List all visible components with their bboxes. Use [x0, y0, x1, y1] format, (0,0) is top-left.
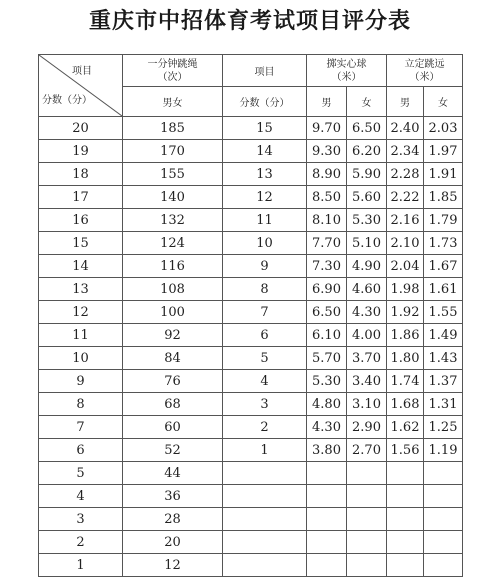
- table-row: [39, 278, 463, 301]
- score2-header-cell: 分数（分）: [223, 87, 307, 117]
- ball-female-cell: [347, 531, 387, 554]
- ball-header-unit: （米）: [331, 71, 362, 83]
- jump-female-header: 女: [424, 87, 463, 117]
- table-row: [39, 209, 463, 232]
- jump-male-cell: 1.74: [387, 370, 424, 393]
- score2-cell: 6: [223, 324, 307, 347]
- ball-header-cell: [307, 55, 387, 87]
- ball-male-cell: 7.30: [307, 255, 347, 278]
- ball-male-cell: [307, 554, 347, 577]
- jump-female-cell: 1.97: [424, 140, 463, 163]
- page-title: 重庆市中招体育考试项目评分表: [88, 9, 411, 34]
- ball-male-cell: 9.70: [307, 117, 347, 140]
- rope-header-label: 一分钟跳绳: [147, 58, 198, 70]
- jump-female-cell: 1.43: [424, 347, 463, 370]
- score-cell: 18: [39, 163, 123, 186]
- table-row: [39, 531, 463, 554]
- ball-female-cell: 5.30: [347, 209, 387, 232]
- score2-cell: [223, 508, 307, 531]
- ball-female-cell: 3.70: [347, 347, 387, 370]
- ball-male-cell: 4.30: [307, 416, 347, 439]
- rope-gender-cell: 男女: [123, 87, 223, 117]
- jump-female-cell: 1.79: [424, 209, 463, 232]
- score2-cell: 5: [223, 347, 307, 370]
- rope-count-cell: 76: [123, 370, 223, 393]
- ball-male-cell: 8.10: [307, 209, 347, 232]
- score2-cell: [223, 462, 307, 485]
- score2-cell: 9: [223, 255, 307, 278]
- ball-male-cell: 6.90: [307, 278, 347, 301]
- ball-female-cell: 4.60: [347, 278, 387, 301]
- jump-male-cell: 1.92: [387, 301, 424, 324]
- jump-header-cell: [387, 55, 463, 87]
- score-cell: 1: [39, 554, 123, 577]
- table-row: [39, 439, 463, 462]
- rope-header-unit: （次）: [157, 71, 188, 83]
- score-cell: 19: [39, 140, 123, 163]
- jump-male-cell: 1.56: [387, 439, 424, 462]
- score2-cell: 4: [223, 370, 307, 393]
- table-row: [39, 324, 463, 347]
- jump-female-cell: [424, 554, 463, 577]
- score-cell: 5: [39, 462, 123, 485]
- ball-male-cell: 5.30: [307, 370, 347, 393]
- ball-header-label: 掷实心球: [326, 58, 367, 70]
- jump-male-cell: [387, 554, 424, 577]
- score-cell: 13: [39, 278, 123, 301]
- ball-female-cell: 2.70: [347, 439, 387, 462]
- jump-male-cell: 2.16: [387, 209, 424, 232]
- ball-male-cell: 5.70: [307, 347, 347, 370]
- ball-male-cell: 4.80: [307, 393, 347, 416]
- jump-male-cell: [387, 531, 424, 554]
- rope-count-cell: 20: [123, 531, 223, 554]
- score2-cell: 12: [223, 186, 307, 209]
- ball-female-cell: 4.90: [347, 255, 387, 278]
- jump-female-cell: 1.85: [424, 186, 463, 209]
- table-row: [39, 485, 463, 508]
- score-cell: 10: [39, 347, 123, 370]
- ball-male-cell: [307, 508, 347, 531]
- rope-count-cell: 170: [123, 140, 223, 163]
- ball-male-cell: 8.90: [307, 163, 347, 186]
- corner-item-label: 项目: [72, 66, 92, 77]
- score-cell: 12: [39, 301, 123, 324]
- item2-header-cell: 项目: [223, 55, 307, 87]
- ball-female-cell: 2.90: [347, 416, 387, 439]
- jump-male-cell: 1.98: [387, 278, 424, 301]
- rope-count-cell: 185: [123, 117, 223, 140]
- ball-male-header: 男: [307, 87, 347, 117]
- rope-count-cell: 28: [123, 508, 223, 531]
- rope-count-cell: 132: [123, 209, 223, 232]
- ball-male-cell: 6.10: [307, 324, 347, 347]
- table-row: [39, 393, 463, 416]
- rope-header-cell: [123, 55, 223, 87]
- jump-header-label: 立定跳远: [404, 58, 445, 70]
- jump-header-unit: （米）: [409, 71, 440, 83]
- ball-female-cell: 3.40: [347, 370, 387, 393]
- score2-cell: 8: [223, 278, 307, 301]
- ball-female-cell: [347, 462, 387, 485]
- jump-male-header: 男: [387, 87, 424, 117]
- jump-male-cell: 1.86: [387, 324, 424, 347]
- ball-male-cell: 7.70: [307, 232, 347, 255]
- jump-male-cell: 2.22: [387, 186, 424, 209]
- score-cell: 8: [39, 393, 123, 416]
- score2-cell: [223, 485, 307, 508]
- table-row: [39, 140, 463, 163]
- rope-count-cell: 84: [123, 347, 223, 370]
- score2-cell: 7: [223, 301, 307, 324]
- table-row: [39, 117, 463, 140]
- table-row: [39, 186, 463, 209]
- jump-male-cell: [387, 485, 424, 508]
- score-cell: 15: [39, 232, 123, 255]
- jump-male-cell: 1.68: [387, 393, 424, 416]
- ball-female-cell: 5.90: [347, 163, 387, 186]
- rope-count-cell: 36: [123, 485, 223, 508]
- rope-count-cell: 52: [123, 439, 223, 462]
- score2-cell: 2: [223, 416, 307, 439]
- rope-count-cell: 60: [123, 416, 223, 439]
- rope-count-cell: 100: [123, 301, 223, 324]
- ball-female-cell: 4.00: [347, 324, 387, 347]
- table-row: [39, 370, 463, 393]
- ball-female-header: 女: [347, 87, 387, 117]
- score-table: [38, 54, 463, 577]
- table-row: [39, 416, 463, 439]
- ball-male-cell: [307, 462, 347, 485]
- table-row: [39, 232, 463, 255]
- jump-male-cell: 2.28: [387, 163, 424, 186]
- ball-female-cell: 5.10: [347, 232, 387, 255]
- jump-male-cell: 2.34: [387, 140, 424, 163]
- rope-count-cell: 44: [123, 462, 223, 485]
- jump-female-cell: 1.19: [424, 439, 463, 462]
- score2-cell: 14: [223, 140, 307, 163]
- score2-cell: 10: [223, 232, 307, 255]
- jump-female-cell: [424, 462, 463, 485]
- rope-count-cell: 108: [123, 278, 223, 301]
- score-table-body: [39, 117, 463, 577]
- jump-female-cell: [424, 508, 463, 531]
- jump-female-cell: 1.37: [424, 370, 463, 393]
- rope-count-cell: 12: [123, 554, 223, 577]
- jump-female-cell: 1.31: [424, 393, 463, 416]
- score-cell: 3: [39, 508, 123, 531]
- jump-male-cell: 2.40: [387, 117, 424, 140]
- score2-cell: 15: [223, 117, 307, 140]
- rope-count-cell: 140: [123, 186, 223, 209]
- ball-male-cell: [307, 531, 347, 554]
- jump-female-cell: [424, 531, 463, 554]
- score-cell: 9: [39, 370, 123, 393]
- ball-male-cell: 9.30: [307, 140, 347, 163]
- score2-cell: [223, 531, 307, 554]
- jump-female-cell: [424, 485, 463, 508]
- ball-female-cell: [347, 554, 387, 577]
- score-cell: 17: [39, 186, 123, 209]
- jump-female-cell: 1.91: [424, 163, 463, 186]
- corner-score-label: 分数（分）: [42, 95, 92, 106]
- rope-count-cell: 124: [123, 232, 223, 255]
- score-cell: 16: [39, 209, 123, 232]
- jump-female-cell: 1.67: [424, 255, 463, 278]
- jump-male-cell: [387, 462, 424, 485]
- table-row: [39, 554, 463, 577]
- table-row: [39, 255, 463, 278]
- score-cell: 20: [39, 117, 123, 140]
- ball-male-cell: [307, 485, 347, 508]
- jump-male-cell: 1.80: [387, 347, 424, 370]
- table-row: [39, 347, 463, 370]
- score2-cell: 1: [223, 439, 307, 462]
- ball-male-cell: 6.50: [307, 301, 347, 324]
- ball-female-cell: 3.10: [347, 393, 387, 416]
- table-row: [39, 163, 463, 186]
- table-row: [39, 301, 463, 324]
- jump-male-cell: 2.04: [387, 255, 424, 278]
- score-cell: 7: [39, 416, 123, 439]
- ball-female-cell: 4.30: [347, 301, 387, 324]
- rope-count-cell: 92: [123, 324, 223, 347]
- score2-cell: 3: [223, 393, 307, 416]
- corner-header-cell: [39, 55, 123, 117]
- score-cell: 14: [39, 255, 123, 278]
- jump-female-cell: 2.03: [424, 117, 463, 140]
- jump-female-cell: 1.25: [424, 416, 463, 439]
- table-row: [39, 462, 463, 485]
- jump-male-cell: 1.62: [387, 416, 424, 439]
- score-cell: 6: [39, 439, 123, 462]
- ball-female-cell: 6.20: [347, 140, 387, 163]
- score2-cell: 11: [223, 209, 307, 232]
- ball-female-cell: [347, 508, 387, 531]
- score-cell: 11: [39, 324, 123, 347]
- ball-female-cell: 5.60: [347, 186, 387, 209]
- ball-female-cell: 6.50: [347, 117, 387, 140]
- jump-male-cell: [387, 508, 424, 531]
- ball-male-cell: 8.50: [307, 186, 347, 209]
- jump-female-cell: 1.61: [424, 278, 463, 301]
- score2-cell: 13: [223, 163, 307, 186]
- jump-female-cell: 1.55: [424, 301, 463, 324]
- rope-count-cell: 116: [123, 255, 223, 278]
- jump-female-cell: 1.49: [424, 324, 463, 347]
- ball-male-cell: 3.80: [307, 439, 347, 462]
- ball-female-cell: [347, 485, 387, 508]
- score-cell: 4: [39, 485, 123, 508]
- jump-male-cell: 2.10: [387, 232, 424, 255]
- score-cell: 2: [39, 531, 123, 554]
- rope-count-cell: 155: [123, 163, 223, 186]
- score2-cell: [223, 554, 307, 577]
- table-row: [39, 508, 463, 531]
- jump-female-cell: 1.73: [424, 232, 463, 255]
- rope-count-cell: 68: [123, 393, 223, 416]
